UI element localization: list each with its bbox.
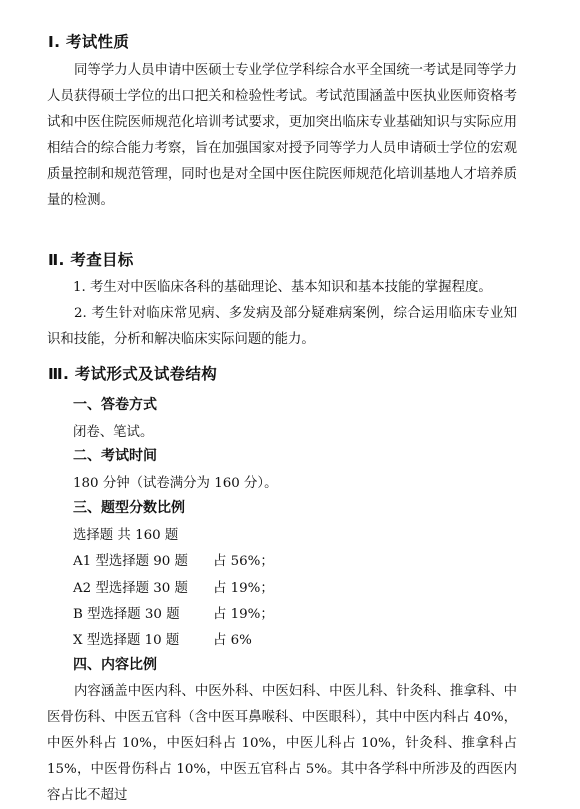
content-ratio-paragraph: 内容涵盖中医内科、中医外科、中医妇科、中医儿科、针灸科、推拿科、中医骨伤科、中医五官科（含中医耳鼻喉科、中医眼科），其中中医内科占 40%，中医外科占 10%，中医妇科占 10%，中医儿科占 10%，针灸科、推拿科占 15%，中医骨伤科占 10%，中医五官科占 5%。其中各学科中所涉及的西医内容占比不超过 bbox=[47, 684, 517, 803]
score-row-type: X 型选择题 10 题 bbox=[73, 633, 180, 648]
question-total-text: 选择题 共 160 题 bbox=[73, 528, 179, 543]
exam-nature-paragraph: 同等学力人员申请中医硕士专业学位学科综合水平全国统一考试是同等学力人员获得硕士学位的出口把关和检验性考试。考试范围涵盖中医执业医师资格考试和中医住院医师规范化培训考试要求，更加突出临床专业基础知识与实际应用相结合的综合能力考察，旨在加强国家对授予同等学力人员申请硕士学位的宏观质量控制和规范管理，同时也是对全国中医住院医师规范化培训基地人才培养质量的检测。 bbox=[47, 63, 517, 208]
subheading-exam-time: 二、考试时间 bbox=[73, 448, 157, 464]
objective-item-1: 1. 考生对中医临床各科的基础理论、基本知识和基本技能的掌握程度。 bbox=[73, 280, 492, 295]
score-row-type: A2 型选择题 30 题 bbox=[73, 581, 188, 596]
score-row-type: A1 型选择题 90 题 bbox=[73, 554, 188, 569]
score-row bbox=[73, 550, 274, 569]
subheading-question-types: 三、题型分数比例 bbox=[73, 500, 185, 516]
score-row-percent: 占 19%； bbox=[213, 581, 274, 596]
score-row-percent: 占 19%； bbox=[213, 607, 274, 622]
section-heading-objectives: Ⅱ. 考查目标 bbox=[48, 251, 134, 269]
score-row-percent: 占 56%； bbox=[213, 554, 274, 569]
objective-item-2: 2. 考生针对临床常见病、多发病及部分疑难病案例，综合运用临床专业知识和技能，分析和解决临床实际问题的能力。 bbox=[47, 306, 517, 347]
score-row bbox=[73, 603, 274, 622]
score-row-type: B 型选择题 30 题 bbox=[73, 607, 180, 622]
exam-time-text: 180 分钟（试卷满分为 160 分）。 bbox=[73, 476, 278, 491]
section-heading-nature: Ⅰ. 考试性质 bbox=[48, 33, 130, 51]
score-row bbox=[73, 629, 252, 648]
subheading-answer-method: 一、答卷方式 bbox=[73, 397, 157, 413]
section-heading-format: Ⅲ. 考试形式及试卷结构 bbox=[48, 365, 218, 383]
subheading-content-ratio: 四、内容比例 bbox=[73, 657, 157, 673]
answer-method-text: 闭卷、笔试。 bbox=[73, 425, 154, 440]
score-row-percent: 占 6% bbox=[213, 633, 252, 648]
score-row bbox=[73, 577, 274, 596]
